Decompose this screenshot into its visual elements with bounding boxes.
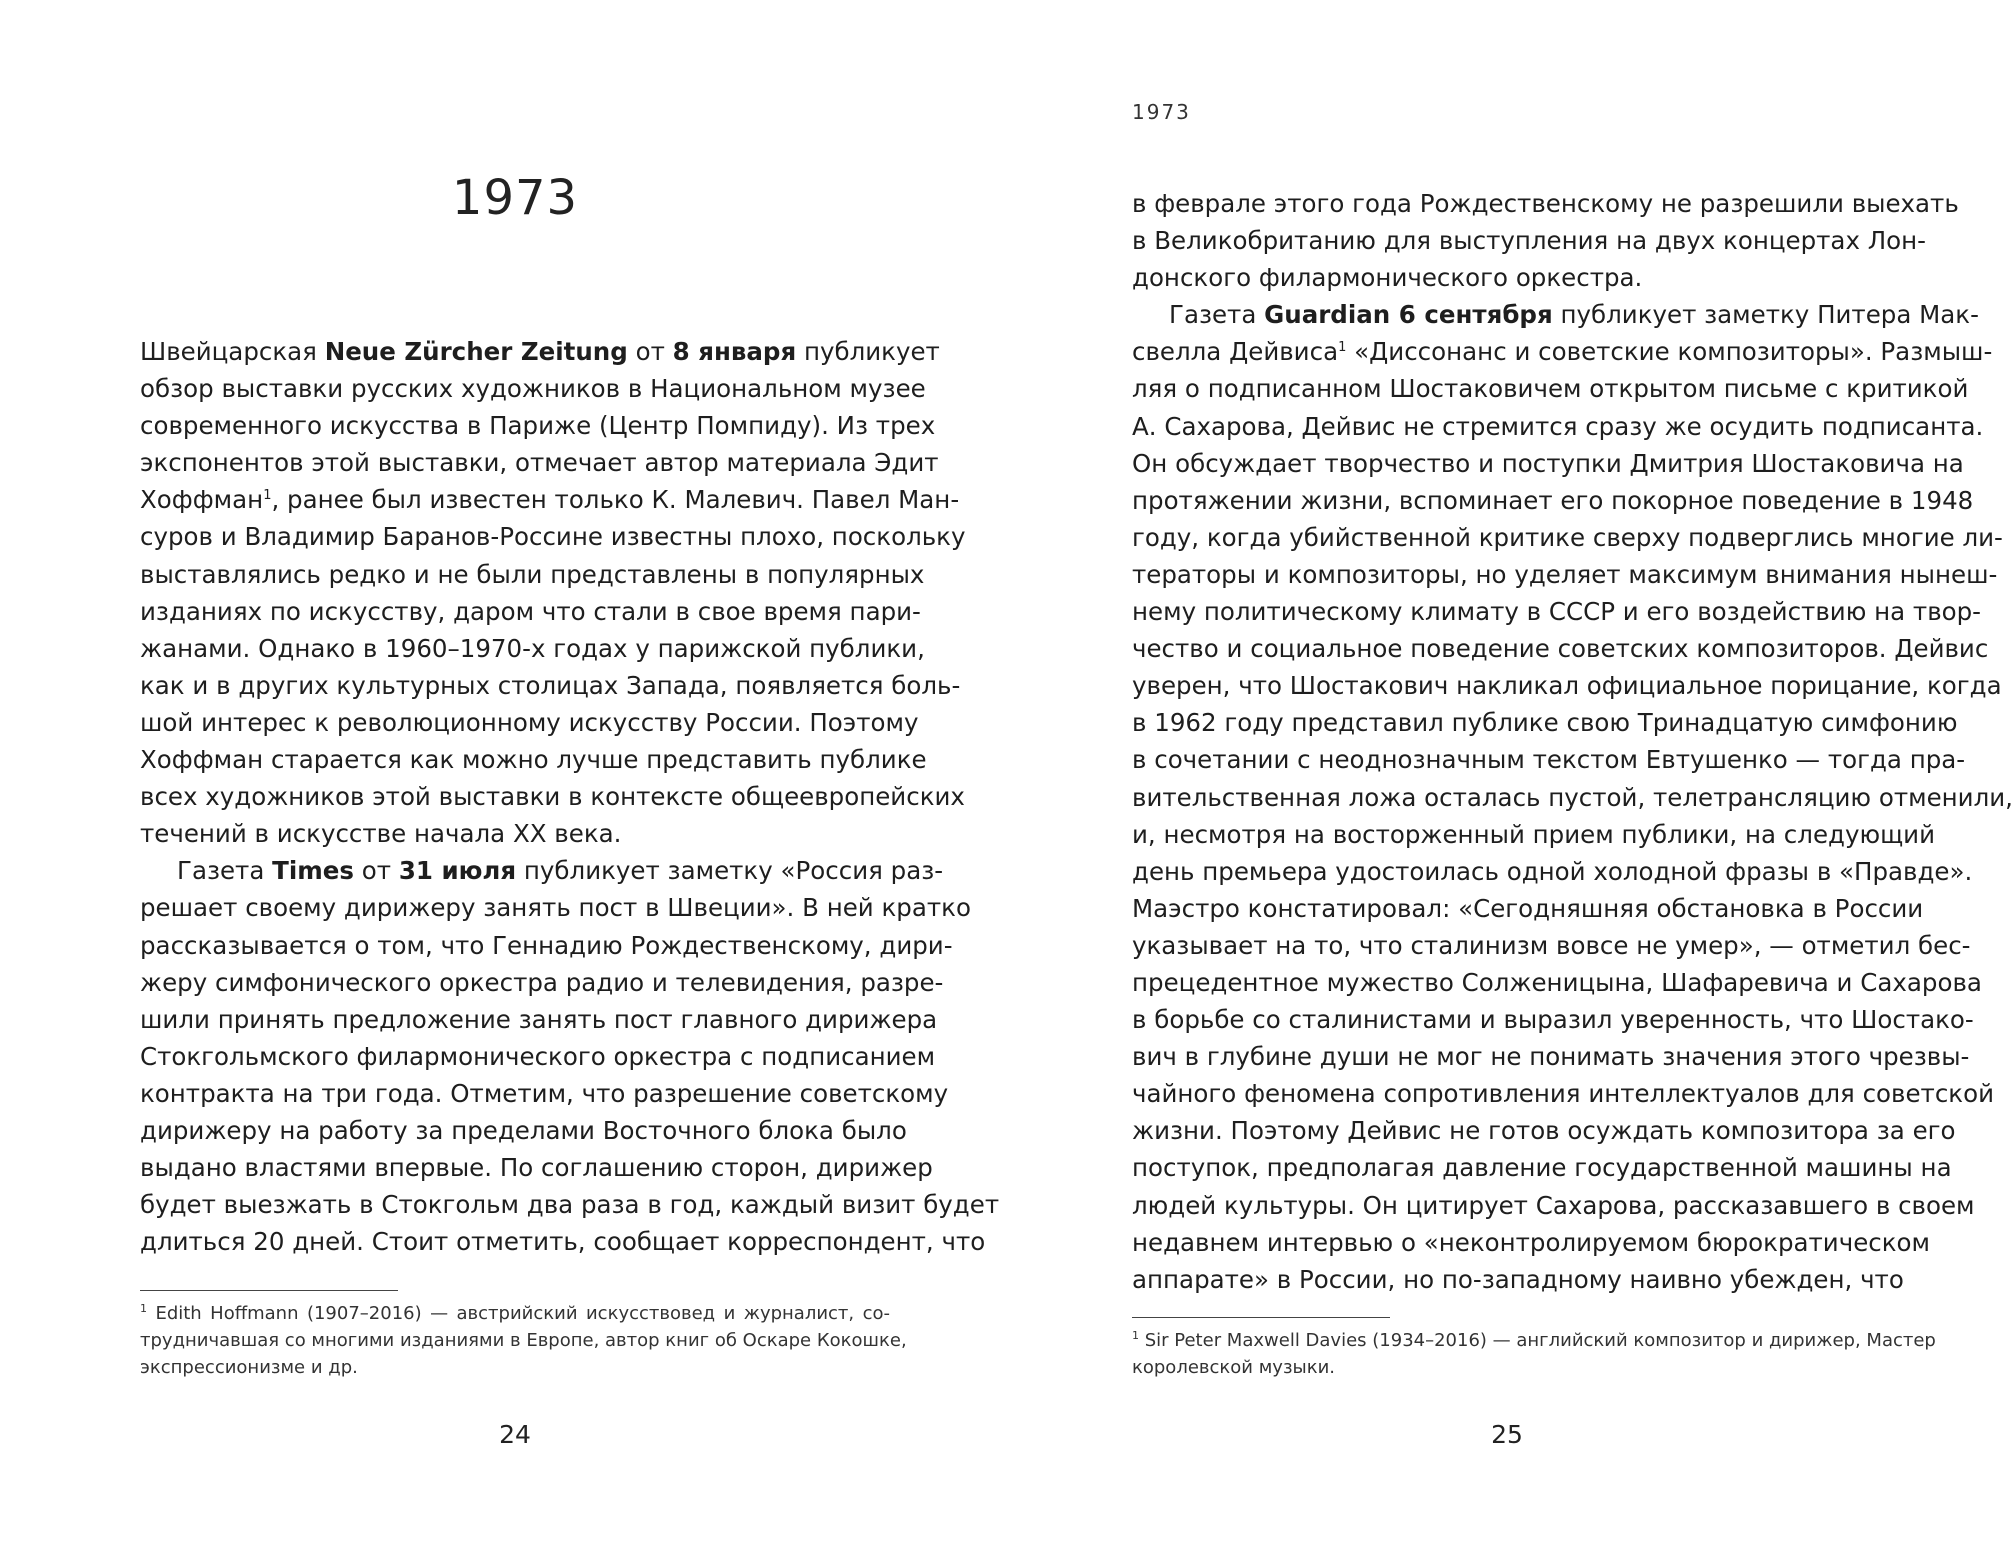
text-line: уверен, что Шостакович накликал официальное порицание, когда [1132,671,2002,701]
text-line: дирижеру на работу за пределами Восточного блока было [140,1115,907,1145]
right-footnote [1132,1327,1936,1381]
footnote-ref: 1 [140,1302,147,1315]
text-line: вич в глубине души не мог не понимать значения этого чрезвы- [1132,1042,1970,1072]
right-body-text [1132,185,2013,1298]
text-line: тераторы и композиторы, но уделяет максимум внимания нынеш- [1132,559,1998,589]
text-line: течений в искусстве начала XX века. [140,819,622,849]
bold-term: 8 января [672,337,797,366]
paragraph [1132,296,2013,1298]
text-line: прецедентное мужество Солженицына, Шафаревича и Сахарова [1132,967,1982,997]
text-line: свелла Дейвиса$^1$ «Диссонанс и советские композиторы». Размыш- [1132,337,1993,367]
text-line: выдано властями впервые. По соглашению сторон, дирижер [140,1153,933,1183]
footnote-ref: 1 [1132,1329,1139,1342]
text-line: протяжении жизни, вспоминает его покорное поведение в 1948 [1132,485,1974,515]
text-line: всех художников этой выставки в контексте общеевропейских [140,782,965,812]
footnote-line: экспрессионизме и др. [140,1357,358,1378]
text-line: Он обсуждает творчество и поступки Дмитрия Шостаковича на [1132,448,1964,478]
page-number-right: 25 [1491,1420,1523,1449]
text-line: длиться 20 дней. Стоит отметить, сообщает корреспондент, что [140,1227,986,1257]
text-line: в сочетании с неоднозначным текстом Евтушенко — тогда пра- [1132,745,1966,775]
paragraph [140,333,966,852]
text-line: Маэстро констатировал: «Сегодняшняя обстановка в России [1132,893,1924,923]
chapter-title: 1973 [451,170,579,226]
footnote-divider [140,1290,398,1291]
text-line: жеру симфонического оркестра радио и телевидения, разре- [140,967,944,997]
text-line: будет выезжать в Стокгольм два раза в год, каждый визит будет [140,1190,1000,1220]
text-line: как и в других культурных столицах Запада, появляется боль- [140,670,961,700]
text-line: году, когда убийственной критике сверху подверглись многие ли- [1132,522,2003,552]
text-line: недавнем интервью о «неконтролируемом бюрократическом [1132,1227,1931,1257]
text-line: поступок, предполагая давление государственной машины на [1132,1153,1952,1183]
footnote-divider [1132,1317,1390,1318]
text-line: изданиях по искусству, даром что стали в свое время пари- [140,596,921,626]
text-line: Хоффман старается как можно лучше представить публике [140,745,927,775]
text-line: вительственная ложа осталась пустой, телетрансляцию отменили, [1132,782,2013,812]
text-line: чество и социальное поведение советских композиторов. Дейвис [1132,634,1989,664]
text-line: контракта на три года. Отметим, что разрешение советскому [140,1078,949,1108]
footnote-line: трудничавшая со многими изданиями в Европе, автор книг об Оскаре Кокошке, [140,1330,907,1351]
text-line: Швейцарская Neue Zürcher Zeitung от 8 января публикует [140,337,940,366]
text-line: ляя о подписанном Шостаковичем открытом письме с критикой [1132,374,1969,404]
bold-term: Neue Zürcher Zeitung [324,337,628,366]
footnote-line: королевской музыки. [1132,1357,1336,1378]
text-line: в феврале этого года Рождественскому не разрешили выехать [1132,189,1959,218]
text-line: аппарате» в России, но по-западному наивно убежден, что [1132,1264,1904,1294]
paragraph [1132,185,1959,296]
text-line: экспонентов этой выставки, отмечает автор материала Эдит [140,448,939,478]
footnote-ref: 1 [1338,340,1347,356]
right-page [1132,0,2013,1549]
text-line: рассказывается о том, что Геннадию Рождественскому, дири- [140,930,953,960]
text-line: выставлялись редко и не были представлены в популярных [140,559,925,589]
text-line: донского филармонического оркестра. [1132,263,1643,293]
text-line: день премьера удостоилась одной холодной фразы в «Правде». [1132,856,1973,886]
text-line: Хоффман$^1$, ранее был известен только К. Малевич. Павел Ман- [140,485,960,515]
left-footnote [140,1300,907,1381]
text-line: людей культуры. Он цитирует Сахарова, рассказавшего в своем [1132,1190,1975,1220]
text-line: в 1962 году представил публике свою Тринадцатую симфонию [1132,708,1958,738]
text-line: шили принять предложение занять пост главного дирижера [140,1004,938,1034]
text-line: указывает на то, что сталинизм вовсе не умер», — отметил бес- [1132,930,1971,960]
text-line: шой интерес к революционному искусству России. Поэтому [140,707,919,737]
text-line: в борьбе со сталинистами и выразил уверенность, что Шостако- [1132,1005,1974,1035]
text-line: Стокгольмского филармонического оркестра с подписанием [140,1041,936,1071]
running-head: 1973 [1132,100,1191,124]
text-line: жанами. Однако в 1960–1970-х годах у парижской публики, [140,633,925,663]
page-number-left: 24 [499,1420,531,1449]
footnote-ref: 1 [263,488,272,504]
bold-term: Times [272,856,354,886]
text-line: суров и Владимир Баранов-Россине известны плохо, поскольку [140,522,966,552]
footnote-line: $^1$ Sir Peter Maxwell Davies (1934–2016) — английский композитор и дирижер, Мастер [1132,1329,1936,1351]
left-body-text [140,333,1000,1260]
text-line: решает своему дирижеру занять пост в Швеции». В ней кратко [140,893,971,923]
text-line: А. Сахарова, Дейвис не стремится сразу же осудить подписанта. [1132,411,1984,441]
text-line: Газета Times от 31 июля публикует заметку «Россия раз- [177,856,944,886]
bold-term: Guardian 6 сентября [1264,300,1553,330]
text-line: и, несмотря на восторженный прием публики, на следующий [1132,819,1935,849]
footnote-line: $^1$ Edith Hoffmann (1907–2016) — австрийский искусствовед и журналист, со- [140,1302,890,1324]
text-line: чайного феномена сопротивления интеллектуалов для советской [1132,1079,1995,1109]
paragraph [140,852,1000,1260]
text-line: Газета Guardian 6 сентября публикует заметку Питера Мак- [1169,300,1979,330]
text-line: обзор выставки русских художников в Национальном музее [140,374,926,404]
text-line: современного искусства в Париже (Центр Помпиду). Из трех [140,411,936,441]
left-page [140,0,1000,1549]
text-line: нему политическому климату в СССР и его воздействию на твор- [1132,597,1982,627]
bold-term: 31 июля [398,856,517,886]
text-line: в Великобританию для выступления на двух концертах Лон- [1132,226,1927,256]
text-line: жизни. Поэтому Дейвис не готов осуждать композитора за его [1132,1116,1956,1146]
